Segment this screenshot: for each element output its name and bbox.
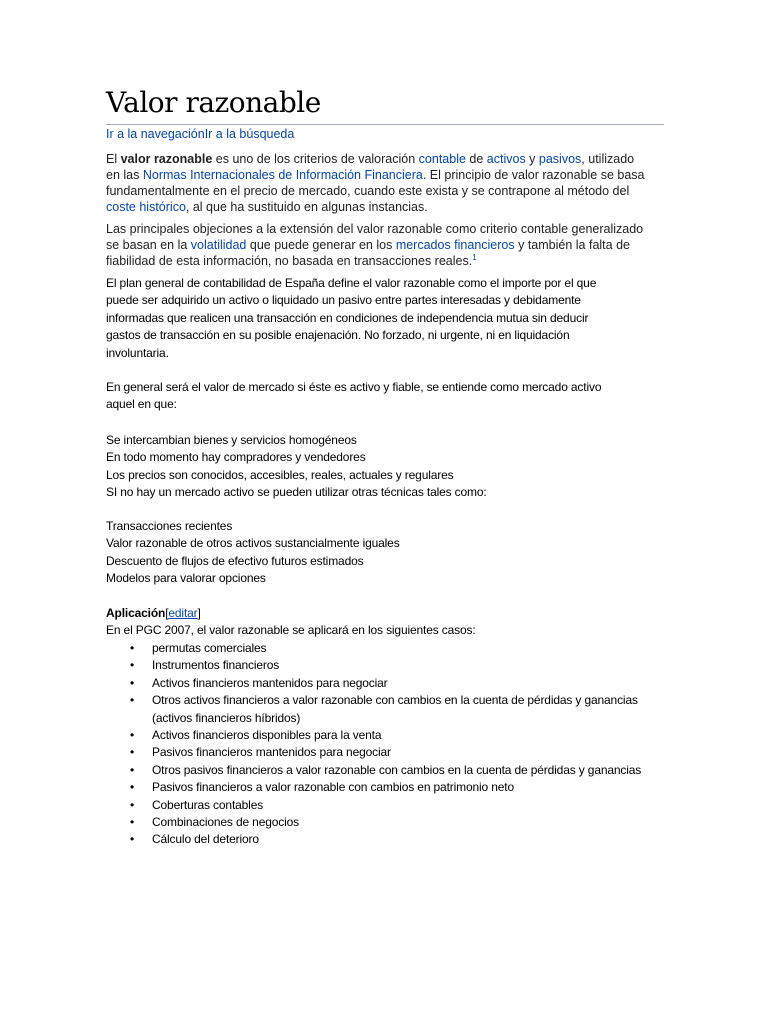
objections-paragraph bbox=[106, 221, 646, 269]
text-run: . El principio de valor razonable se basa fundamentalmente en el precio de mercado, cuando este exista y se contrapone al método del bbox=[106, 168, 645, 198]
bold-term: valor razonable bbox=[120, 152, 213, 166]
list-item: • Coberturas contables bbox=[106, 797, 646, 814]
list-item: • Cálculo del deterioro bbox=[106, 831, 646, 848]
market-conditions-list bbox=[106, 432, 646, 502]
list-item: • Instrumentos financieros bbox=[106, 657, 646, 674]
link-contable[interactable]: contable bbox=[418, 152, 466, 166]
section-heading bbox=[106, 605, 646, 622]
list-item: • Otros pasivos financieros a valor razonable con cambios en la cuenta de pérdidas y ganancias bbox=[106, 762, 646, 779]
text-run: y bbox=[525, 152, 539, 166]
page-title: Valor razonable bbox=[106, 86, 321, 119]
list-item: Valor razonable de otros activos sustancialmente iguales bbox=[106, 536, 400, 551]
text-run: de bbox=[465, 152, 487, 166]
list-item: • Combinaciones de negocios bbox=[106, 814, 646, 831]
bracket: ] bbox=[197, 606, 201, 620]
intro-paragraph bbox=[106, 151, 646, 215]
text-line: informadas que realicen una transacción en condiciones de independencia mutua sin deducir bbox=[106, 310, 589, 325]
jump-to-search-link[interactable]: Ir a la búsqueda bbox=[204, 127, 295, 141]
text-run: El bbox=[106, 152, 121, 166]
list-item: • Pasivos financieros mantenidos para negociar bbox=[106, 744, 646, 761]
list-item: Modelos para valorar opciones bbox=[106, 571, 266, 586]
text-run: y también la falta de fiabilidad de esta información, no basada en transacciones reales. bbox=[106, 238, 630, 268]
list-item: Transacciones recientes bbox=[106, 519, 233, 533]
section-intro: En el PGC 2007, el valor razonable se aplicará en los siguientes casos: bbox=[106, 623, 476, 638]
text-line: gastos de transacción en su posible enajenación. No forzado, ni urgente, ni en liquidación bbox=[106, 328, 570, 343]
general-paragraph bbox=[106, 379, 646, 414]
jump-links bbox=[106, 127, 294, 141]
list-item: • permutas comerciales bbox=[106, 640, 646, 657]
text-run: Las principales objeciones a la extensión del valor razonable como criterio contable generalizado se basan en la bbox=[106, 222, 644, 252]
text-line: aquel en que: bbox=[106, 397, 177, 412]
text-run: , utilizado en las bbox=[106, 152, 635, 182]
list-item: En todo momento hay compradores y vendedores bbox=[106, 450, 366, 465]
cases-list bbox=[106, 640, 646, 849]
edit-section-link[interactable]: editar bbox=[168, 606, 198, 620]
text-line: El plan general de contabilidad de España define el valor razonable como el importe por el que bbox=[106, 276, 597, 290]
list-item: • Otros activos financieros a valor razonable con cambios en la cuenta de pérdidas y ganancias (activos financieros híbridos) bbox=[106, 692, 646, 727]
list-item: • Activos financieros mantenidos para negociar bbox=[106, 675, 646, 692]
link-mercados-financieros[interactable]: mercados financieros bbox=[395, 238, 515, 252]
reference-link[interactable]: 1 bbox=[472, 252, 477, 262]
section-heading-label: Aplicación bbox=[106, 606, 166, 620]
list-item: Se intercambian bienes y servicios homogéneos bbox=[106, 433, 357, 447]
bracket: [ bbox=[165, 606, 169, 620]
link-volatilidad[interactable]: volatilidad bbox=[190, 238, 247, 252]
list-item: • Pasivos financieros a valor razonable con cambios en patrimonio neto bbox=[106, 779, 646, 796]
text-run: que puede generar en los bbox=[246, 238, 396, 252]
title-divider bbox=[106, 124, 664, 125]
list-item: Descuento de flujos de efectivo futuros estimados bbox=[106, 553, 364, 568]
list-item: Los precios son conocidos, accesibles, reales, actuales y regulares bbox=[106, 467, 454, 482]
pgc-definition-paragraph bbox=[106, 275, 646, 362]
link-normas[interactable]: Normas Internacionales de Información Financiera bbox=[142, 168, 423, 182]
text-run: , al que ha sustituido en algunas instancias. bbox=[185, 200, 428, 214]
text-line: puede ser adquirido un activo o liquidado un pasivo entre partes interesadas y debidamente bbox=[106, 293, 581, 308]
list-item: SI no hay un mercado activo se pueden utilizar otras técnicas tales como: bbox=[106, 485, 487, 500]
text-run: es uno de los criterios de valoración bbox=[212, 152, 419, 166]
list-item: • Activos financieros disponibles para la venta bbox=[106, 727, 646, 744]
link-activos[interactable]: activos bbox=[486, 152, 526, 166]
aplicacion-section bbox=[106, 605, 646, 640]
text-line: involuntaria. bbox=[106, 345, 169, 360]
techniques-list bbox=[106, 518, 646, 588]
jump-to-navigation-link[interactable]: Ir a la navegación bbox=[106, 127, 205, 141]
link-coste-historico[interactable]: coste histórico bbox=[106, 200, 186, 214]
text-line: En general será el valor de mercado si éste es activo y fiable, se entiende como mercado activo bbox=[106, 380, 602, 394]
link-pasivos[interactable]: pasivos bbox=[538, 152, 582, 166]
